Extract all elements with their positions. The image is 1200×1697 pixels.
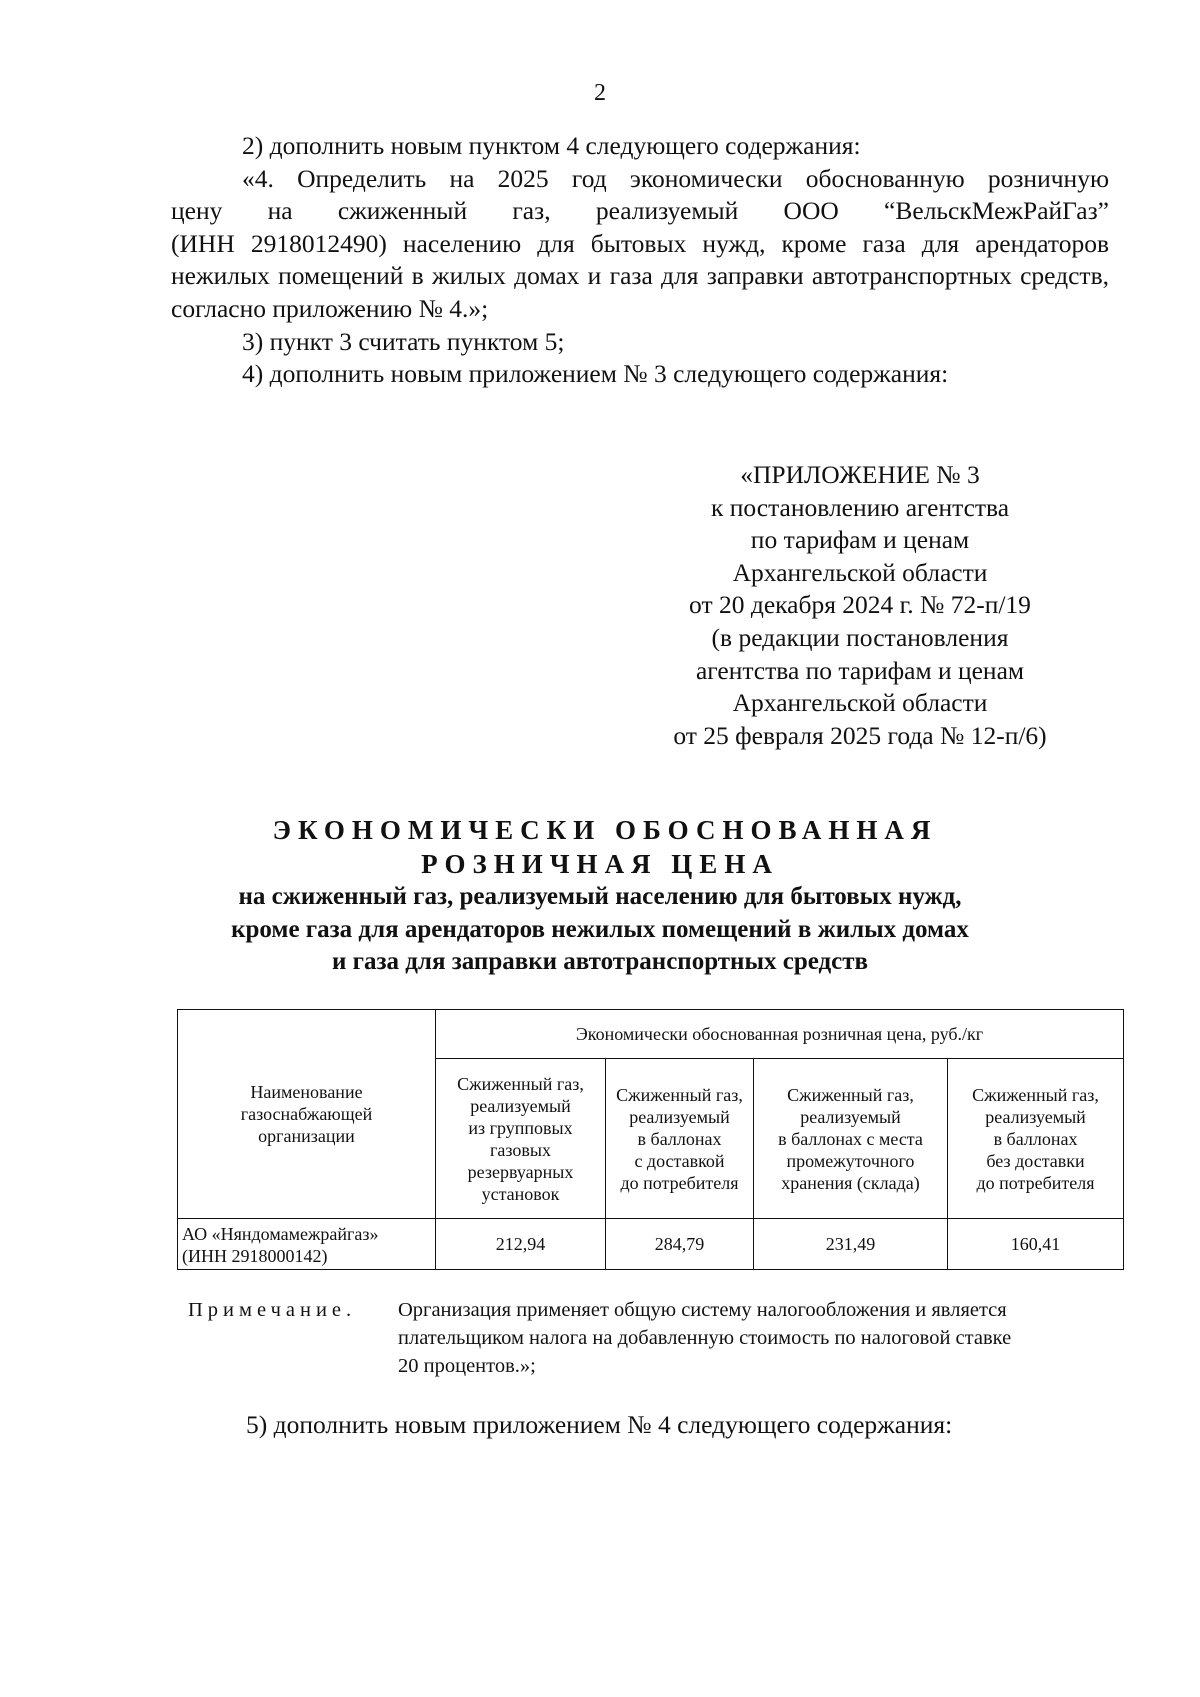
title-line-2: РОЗНИЧНАЯ ЦЕНА: [421, 849, 779, 879]
column-header-group-tanks: Сжиженный газ, реализуемый из групповых газовых резервуарных установок: [436, 1059, 606, 1219]
note-label: Примечание.: [188, 1299, 357, 1321]
title-line-1: ЭКОНОМИЧЕСКИ ОБОСНОВАННАЯ: [272, 815, 938, 845]
price-cell: 284,79: [606, 1219, 754, 1270]
org-column-header: Наименование газоснабжающей организации: [178, 1010, 436, 1219]
column-header-cylinders-delivery: Сжиженный газ, реализуемый в баллонах с доставкой до потребителя: [606, 1059, 754, 1219]
price-table: [177, 1009, 1124, 1270]
title-line-3: на сжиженный газ, реализуемый населению для бытовых нужд,: [238, 883, 962, 910]
item-2: 2) дополнить новым пунктом 4 следующего содержания:: [242, 131, 861, 160]
item-5: 5) дополнить новым приложением № 4 следующего содержания:: [246, 1410, 953, 1439]
page-number: 2: [594, 80, 606, 106]
appendix-line: по тарифам и ценам: [750, 525, 970, 555]
appendix-line: агентства по тарифам и ценам: [695, 655, 1025, 685]
item-3: 3) пункт 3 считать пунктом 5;: [242, 326, 565, 356]
price-cell: 231,49: [754, 1219, 948, 1270]
org-name-cell: АО «Няндомамежрайгаз» (ИНН 2918000142): [178, 1219, 436, 1270]
price-cell: 160,41: [948, 1219, 1124, 1270]
appendix-line: (в редакции постановления: [711, 622, 1009, 652]
title-line-5: и газа для заправки автотранспортных средств: [331, 948, 869, 976]
column-header-cylinders-no-delivery: Сжиженный газ, реализуемый в баллонах без доставки до потребителя: [948, 1059, 1124, 1219]
price-cell: 212,94: [436, 1219, 606, 1270]
appendix-line: Архангельской области: [732, 557, 988, 587]
appendix-line: к постановлению агентства: [710, 492, 1010, 522]
appendix-heading: [620, 459, 1100, 752]
appendix-line: от 20 декабря 2024 г. № 72-п/19: [689, 590, 1031, 620]
appendix-line: «ПРИЛОЖЕНИЕ № 3: [740, 460, 980, 489]
item-4: 4) дополнить новым приложением № 3 следующего содержания:: [242, 359, 949, 389]
clause-4-line-2: цену на сжиженный газ, реализуемый ООО “ВельскМежРайГаз”: [171, 196, 1109, 226]
price-group-header: Экономически обоснованная розничная цена, руб./кг: [436, 1010, 1124, 1059]
amendment-text: [171, 130, 1109, 391]
clause-4-line-1: «4. Определить на 2025 год экономически обоснованную розничную: [242, 163, 1109, 193]
column-header-cylinders-storage: Сжиженный газ, реализуемый в баллонах с места промежуточного хранения (склада): [754, 1059, 948, 1219]
table-row: [178, 1219, 1124, 1270]
appendix-line: Архангельской области: [732, 688, 988, 718]
title-line-4: кроме газа для арендаторов нежилых помещений в жилых домах: [231, 915, 969, 943]
note-text: Организация применяет общую систему налогообложения и является плательщиком налога на добавленную стоимость по налоговой ставке 20 процентов.»;: [398, 1299, 1012, 1377]
clause-4-rest: (ИНН 2918012490) населению для бытовых нужд, кроме газа для арендаторов нежилых помещений в жилых домах и газа для заправки автотранспортных средств, согласно приложению № 4.»;: [171, 228, 1109, 323]
document-title: [0, 813, 1200, 979]
appendix-line: от 25 февраля 2025 года № 12-п/6): [673, 720, 1047, 750]
